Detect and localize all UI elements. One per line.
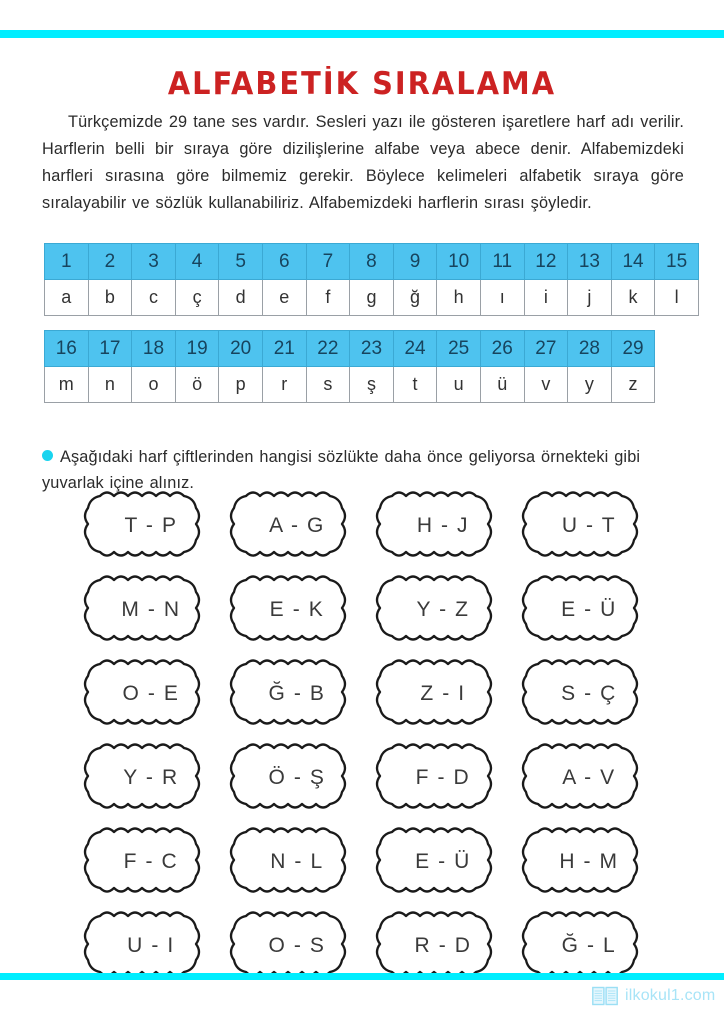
letter-pair-label: Z - I bbox=[420, 682, 466, 705]
letter-pair-label: Y - Z bbox=[416, 598, 470, 621]
letter-pair-option[interactable] bbox=[516, 568, 662, 652]
letter-pair-option[interactable] bbox=[78, 568, 224, 652]
table-cell-number: 8 bbox=[350, 244, 394, 280]
table-cell-number: 7 bbox=[306, 244, 350, 280]
letter-pair-label: F - C bbox=[123, 850, 179, 873]
table-cell-number: 19 bbox=[175, 331, 219, 367]
table-cell-number: 3 bbox=[132, 244, 176, 280]
table-cell-letter: ğ bbox=[393, 280, 437, 316]
letter-pair-label: Ğ - L bbox=[561, 934, 617, 957]
letter-pair-label: E - K bbox=[269, 598, 325, 621]
table-cell-letter: c bbox=[132, 280, 176, 316]
table-cell-letter: i bbox=[524, 280, 568, 316]
alphabet-table-first-half bbox=[44, 243, 699, 316]
letter-pair-option[interactable] bbox=[370, 484, 516, 568]
letter-pair-grid bbox=[78, 484, 660, 988]
letter-pair-label: U - T bbox=[561, 514, 617, 537]
letter-pair-label: F - D bbox=[415, 766, 471, 789]
table-cell-letter: ı bbox=[480, 280, 524, 316]
table-cell-number: 15 bbox=[655, 244, 699, 280]
letter-pair-label: E - Ü bbox=[415, 850, 471, 873]
table-cell-letter: n bbox=[88, 367, 132, 403]
letter-pair-label: E - Ü bbox=[561, 598, 617, 621]
letter-pair-option[interactable] bbox=[224, 484, 370, 568]
letter-pair-option[interactable] bbox=[224, 568, 370, 652]
letter-pair-option[interactable] bbox=[516, 820, 662, 904]
letter-pair-option[interactable] bbox=[224, 736, 370, 820]
letter-pair-label: Ğ - B bbox=[268, 682, 326, 705]
table-cell-letter: b bbox=[88, 280, 132, 316]
table-cell-letter: j bbox=[568, 280, 612, 316]
table-cell-letter: r bbox=[262, 367, 306, 403]
letter-pair-option[interactable] bbox=[78, 652, 224, 736]
table-cell-number: 13 bbox=[568, 244, 612, 280]
table-cell-number: 28 bbox=[568, 331, 612, 367]
table-cell-letter: p bbox=[219, 367, 263, 403]
alphabet-table-second-half bbox=[44, 330, 655, 403]
letter-pair-label: O - E bbox=[122, 682, 180, 705]
letter-pair-label: S - Ç bbox=[561, 682, 617, 705]
table-cell-number: 26 bbox=[480, 331, 524, 367]
letter-pair-label: A - G bbox=[269, 514, 325, 537]
table-cell-letter: g bbox=[350, 280, 394, 316]
letter-pair-label: O - S bbox=[268, 934, 326, 957]
table-cell-letter: v bbox=[524, 367, 568, 403]
table-cell-number: 6 bbox=[262, 244, 306, 280]
table-cell-number: 16 bbox=[45, 331, 89, 367]
page-title: ALFABETİK SIRALAMA bbox=[167, 65, 557, 102]
table-cell-letter: m bbox=[45, 367, 89, 403]
instruction-text: Aşağıdaki harf çiftlerinden hangisi sözlükte daha önce geliyorsa örnekteki gibi yuvarlak içine alınız. bbox=[42, 448, 641, 493]
top-accent-rule bbox=[0, 30, 724, 38]
table-cell-letter: y bbox=[568, 367, 612, 403]
letter-pair-option[interactable] bbox=[78, 736, 224, 820]
letter-pair-option[interactable] bbox=[516, 736, 662, 820]
letter-pair-option[interactable] bbox=[516, 652, 662, 736]
alphabet-number-row-2 bbox=[45, 331, 655, 367]
letter-pair-option[interactable] bbox=[78, 484, 224, 568]
alphabet-number-row-1 bbox=[45, 244, 699, 280]
letter-pair-option[interactable] bbox=[370, 568, 516, 652]
table-cell-letter: d bbox=[219, 280, 263, 316]
table-cell-number: 9 bbox=[393, 244, 437, 280]
letter-pair-option[interactable] bbox=[78, 820, 224, 904]
letter-pair-option[interactable] bbox=[224, 820, 370, 904]
table-cell-number: 5 bbox=[219, 244, 263, 280]
table-cell-letter: ç bbox=[175, 280, 219, 316]
letter-pair-label: Y - R bbox=[123, 766, 179, 789]
letter-pair-option[interactable] bbox=[370, 652, 516, 736]
table-cell-number: 22 bbox=[306, 331, 350, 367]
table-cell-number: 20 bbox=[219, 331, 263, 367]
table-cell-letter: o bbox=[132, 367, 176, 403]
table-cell-letter: z bbox=[611, 367, 655, 403]
table-cell-letter: ö bbox=[175, 367, 219, 403]
table-cell-letter: a bbox=[45, 280, 89, 316]
table-cell-number: 18 bbox=[132, 331, 176, 367]
table-cell-number: 24 bbox=[393, 331, 437, 367]
letter-pair-label: Ö - Ş bbox=[268, 766, 326, 789]
table-cell-number: 25 bbox=[437, 331, 481, 367]
letter-pair-label: R - D bbox=[414, 934, 472, 957]
intro-paragraph: Türkçemizde 29 tane ses vardır. Sesleri yazı ile gösteren işaretlere harf adı verilir. Harflerin belli bir sıraya göre dizilişlerine alfabe veya abece denir. Alfabemizdeki harfleri sırasına göre bilmemiz gerekir. Böylece kelimeleri alfabetik sıraya göre sıralayabilir ve sözlük kullanabiliriz. Alfabemizdeki harflerin sırası şöyledir. bbox=[42, 113, 684, 213]
table-cell-letter: h bbox=[437, 280, 481, 316]
table-cell-letter: u bbox=[437, 367, 481, 403]
letter-pair-option[interactable] bbox=[370, 736, 516, 820]
table-cell-number: 12 bbox=[524, 244, 568, 280]
open-book-icon bbox=[592, 986, 618, 1006]
letter-pair-label: H - M bbox=[559, 850, 619, 873]
table-cell-letter: l bbox=[655, 280, 699, 316]
letter-pair-label: U - I bbox=[127, 934, 175, 957]
bullet-icon bbox=[42, 450, 53, 461]
letter-pair-option[interactable] bbox=[224, 652, 370, 736]
table-cell-number: 27 bbox=[524, 331, 568, 367]
table-cell-letter: f bbox=[306, 280, 350, 316]
table-cell-number: 4 bbox=[175, 244, 219, 280]
letter-pair-label: N - L bbox=[270, 850, 324, 873]
letter-pair-label: A - V bbox=[562, 766, 616, 789]
alphabet-letter-row-1 bbox=[45, 280, 699, 316]
letter-pair-option[interactable] bbox=[516, 484, 662, 568]
table-cell-number: 17 bbox=[88, 331, 132, 367]
letter-pair-label: H - J bbox=[416, 514, 470, 537]
table-cell-number: 23 bbox=[350, 331, 394, 367]
table-cell-letter: t bbox=[393, 367, 437, 403]
table-cell-number: 29 bbox=[611, 331, 655, 367]
table-cell-letter: ü bbox=[480, 367, 524, 403]
table-cell-number: 1 bbox=[45, 244, 89, 280]
letter-pair-label: T - P bbox=[124, 514, 178, 537]
bottom-accent-rule bbox=[0, 973, 724, 980]
table-cell-number: 2 bbox=[88, 244, 132, 280]
table-cell-number: 10 bbox=[437, 244, 481, 280]
table-cell-letter: ş bbox=[350, 367, 394, 403]
footer-site-label: ilkokul1.com bbox=[625, 987, 716, 1004]
table-cell-number: 14 bbox=[611, 244, 655, 280]
site-footer bbox=[592, 986, 715, 1006]
table-cell-letter: s bbox=[306, 367, 350, 403]
alphabet-letter-row-2 bbox=[45, 367, 655, 403]
table-cell-number: 21 bbox=[262, 331, 306, 367]
table-cell-letter: k bbox=[611, 280, 655, 316]
table-cell-number: 11 bbox=[480, 244, 524, 280]
letter-pair-label: M - N bbox=[121, 598, 181, 621]
letter-pair-option[interactable] bbox=[370, 820, 516, 904]
table-cell-letter: e bbox=[262, 280, 306, 316]
